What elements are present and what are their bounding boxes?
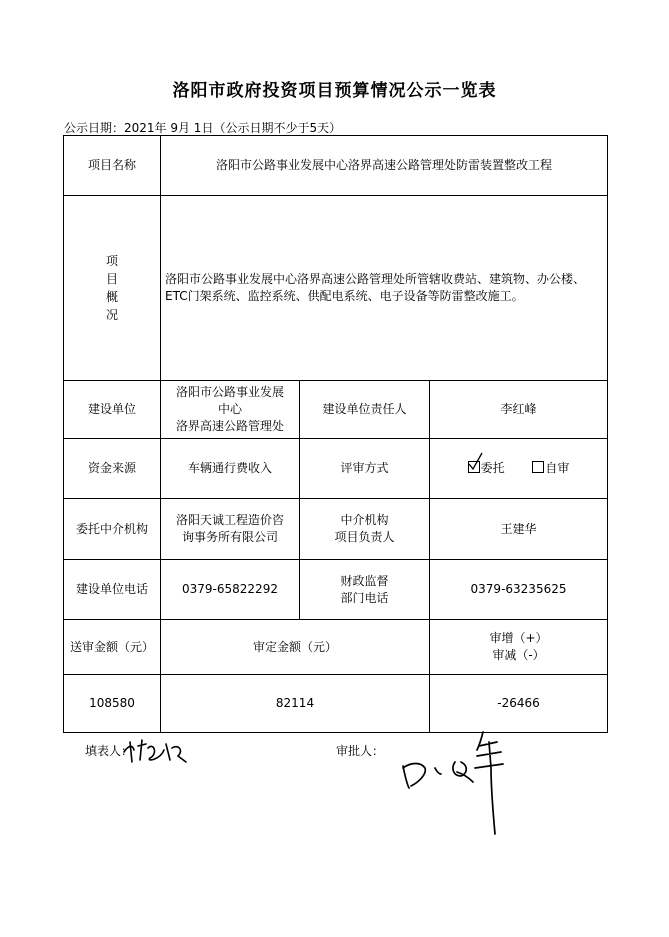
phone-value: 0379-65822292 xyxy=(161,560,300,620)
row-overview xyxy=(64,196,608,381)
agency-person-label xyxy=(300,499,430,560)
row-funding xyxy=(64,439,608,499)
builder-person: 李红峰 xyxy=(430,381,608,439)
approver-signature xyxy=(395,728,515,838)
agency-value xyxy=(161,499,300,560)
difference-header-line1: 审增（+） xyxy=(489,631,548,645)
agency-value-line2: 询事务所有限公司 xyxy=(181,530,278,544)
agency-person-label-line1: 中介机构 xyxy=(340,513,389,527)
funding-label: 资金来源 xyxy=(64,439,161,499)
funding-value: 车辆通行费收入 xyxy=(161,439,300,499)
overview-label-cell xyxy=(64,196,161,381)
overview-label: 项目概况 xyxy=(105,254,118,322)
difference-amount: -26466 xyxy=(430,675,608,733)
check-mark-icon xyxy=(468,452,484,472)
builder-person-label: 建设单位责任人 xyxy=(300,381,430,439)
phone-label: 建设单位电话 xyxy=(64,560,161,620)
budget-table xyxy=(63,135,608,733)
notice-date: 公示日期：2021年 9月 1日（公示日期不少于5天） xyxy=(64,121,342,135)
row-amounts-header xyxy=(64,620,608,675)
agency-label: 委托中介机构 xyxy=(64,499,161,560)
filler-label: 填表人： xyxy=(85,744,134,758)
review-method-label: 评审方式 xyxy=(300,439,430,499)
review-method-options xyxy=(430,439,608,499)
difference-header-line2: 审减（-） xyxy=(492,648,545,662)
overview-value: 洛阳市公路事业发展中心洛界高速公路管理处所管辖收费站、建筑物、办公楼、ETC门架系统、监控系统、供配电系统、电子设备等防雷整改施工。 xyxy=(161,196,608,381)
approver-label: 审批人： xyxy=(336,744,385,758)
builder-value-line1: 洛阳市公路事业发展 xyxy=(175,385,284,399)
document-title: 洛阳市政府投资项目预算情况公示一览表 xyxy=(172,81,497,101)
finance-phone-label xyxy=(300,560,430,620)
project-name-value: 洛阳市公路事业发展中心洛界高速公路管理处防雷装置整改工程 xyxy=(161,136,608,196)
finance-phone-label-line2: 部门电话 xyxy=(340,590,389,605)
finance-phone: 0379-63235625 xyxy=(430,560,608,620)
option-entrusted-label: 委托 xyxy=(480,461,505,475)
submitted-amount-header: 送审金额（元） xyxy=(64,620,161,675)
approved-amount: 82114 xyxy=(161,675,430,733)
builder-value-line3: 洛界高速公路管理处 xyxy=(175,419,284,433)
approved-amount-header: 审定金额（元） xyxy=(161,620,430,675)
difference-header xyxy=(430,620,608,675)
checkbox-unchecked xyxy=(532,461,544,473)
finance-phone-label-line1: 财政监督 xyxy=(340,573,389,588)
row-phone xyxy=(64,560,608,620)
builder-value-line2: 中心 xyxy=(217,402,242,416)
row-builder xyxy=(64,381,608,439)
row-amounts xyxy=(64,675,608,733)
option-self xyxy=(532,460,569,477)
builder-value xyxy=(161,381,300,439)
checkbox-checked xyxy=(468,461,480,473)
row-agency xyxy=(64,499,608,560)
project-name-label: 项目名称 xyxy=(64,136,161,196)
agency-person: 王建华 xyxy=(430,499,608,560)
builder-label: 建设单位 xyxy=(64,381,161,439)
row-project-name xyxy=(64,136,608,196)
option-self-label: 自审 xyxy=(545,461,570,475)
filler-signature xyxy=(120,736,190,766)
agency-value-line1: 洛阳天诚工程造价咨 xyxy=(175,513,284,527)
submitted-amount: 108580 xyxy=(64,675,161,733)
option-entrusted xyxy=(468,460,505,477)
agency-person-label-line2: 项目负责人 xyxy=(334,530,395,544)
